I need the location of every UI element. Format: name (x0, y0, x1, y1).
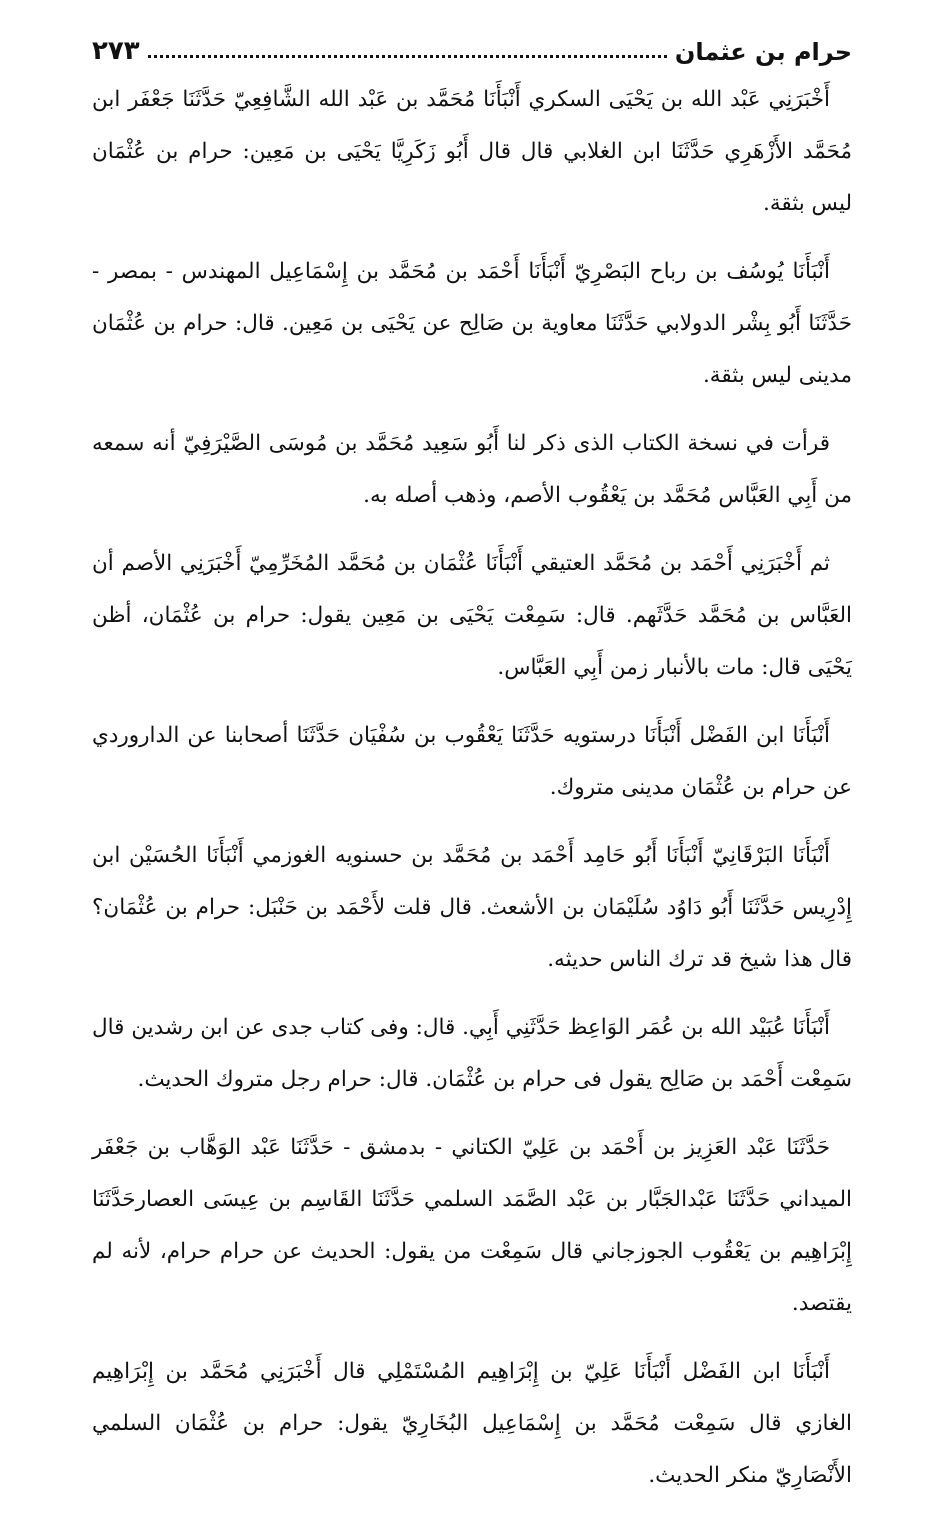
page-number: ٢٧٣ (92, 36, 140, 66)
paragraph-2: أَنْبَأَنَا يُوسُف بن رباح البَصْرِيّ أَنْبَأَنَا أَحْمَد بن مُحَمَّد بن إِسْمَاعِيل المهندس - بمصر - حَدَّثَنَا أَبُو بِشْر الدولابي حَدَّثَنَا معاوية بن صَالِح عن يَحْيَى بن مَعِين. قال: حرام بن عُثْمَان مدينى ليس بثقة. (92, 259, 852, 388)
paragraph-8: حَدَّثَنَا عَبْد العَزِيز بن أَحْمَد بن عَلِيّ الكتاني - بدمشق - حَدَّثَنَا عَبْد الوَهَّاب بن جَعْفَر الميداني حَدَّثَنَا عَبْدالجَبَّار بن عَبْد الصَّمَد السلمي حَدَّثَنَا القَاسِم بن عِيسَى العصارحَدَّثَنَا إِبْرَاهِيم بن يَعْقُوب الجوزجاني قال سَمِعْت من يقول: الحديث عن حرام حرام، لأنه لم يقتصد. (92, 1135, 852, 1316)
dotted-leader (148, 55, 667, 58)
paragraph-6: أَنْبَأَنَا البَرْقَانِيّ أَنْبَأَنَا أَبُو حَامِد أَحْمَد بن مُحَمَّد بن حسنويه الغوزمي أَنْبَأَنَا الحُسَيْن ابن إِدْرِيس حَدَّثَنَا أَبُو دَاوُد سُلَيْمَان بن الأشعث. قال قلت لأَحْمَد بن حَنْبَل: حرام بن عُثْمَان؟ قال هذا شيخ قد ترك الناس حديثه. (92, 843, 852, 972)
paragraph-5: أَنْبَأَنَا ابن الفَضْل أَنْبَأَنَا درستويه حَدَّثَنَا يَعْقُوب بن سُفْيَان حَدَّثَنَا أصحابنا عن الداروردي عن حرام بن عُثْمَان مدينى متروك. (92, 723, 852, 800)
paragraph-1: أَخْبَرَنِي عَبْد الله بن يَحْيَى السكري أَنْبَأَنَا مُحَمَّد بن عَبْد الله الشَّافِعِيّ حَدَّثَنَا جَعْفَر ابن مُحَمَّد الأَزْهَرِي حَدَّثَنَا ابن الغلابي قال قال أَبُو زَكَرِيَّا يَحْيَى بن مَعِين: حرام بن عُثْمَان ليس بثقة. (92, 87, 852, 216)
body-text (92, 74, 852, 1518)
running-title: حرام بن عثمان (674, 38, 852, 66)
paragraph-7: أَنْبَأَنَا عُبَيْد الله بن عُمَر الوَاعِظ حَدَّثَنِي أَبِي. قال: وفى كتاب جدى عن ابن رشدين قال سَمِعْت أَحْمَد بن صَالِح يقول فى حرام بن عُثْمَان. قال: حرام رجل متروك الحديث. (92, 1015, 852, 1092)
paragraph-4: ثم أَخْبَرَنِي أَحْمَد بن مُحَمَّد العتيقي أَنْبَأَنَا عُثْمَان بن مُحَمَّد المُخَرِّمِيّ أَخْبَرَنِي الأصم أن العَبَّاس بن مُحَمَّد حَدَّثَهم. قال: سَمِعْت يَحْيَى بن مَعِين يقول: حرام بن عُثْمَان، أظن يَحْيَى قال: مات بالأنبار زمن أَبِي العَبَّاس. (92, 551, 852, 680)
page-header (92, 22, 852, 66)
paragraph-3: قرأت في نسخة الكتاب الذى ذكر لنا أَبُو سَعِيد مُحَمَّد بن مُوسَى الصَّيْرَفِيّ أنه سمعه من أَبِي العَبَّاس مُحَمَّد بن يَعْقُوب الأصم، وذهب أصله به. (92, 431, 852, 508)
paragraph-9: أَنْبَأَنَا ابن الفَضْل أَنْبَأَنَا عَلِيّ بن إِبْرَاهِيم المُسْتَمْلِي قال أَخْبَرَنِي مُحَمَّد بن إِبْرَاهِيم الغازي قال سَمِعْت مُحَمَّد بن إِسْمَاعِيل البُخَارِيّ يقول: حرام بن عُثْمَان السلمي الأَنْصَارِيّ منكر الحديث. (92, 1359, 852, 1488)
